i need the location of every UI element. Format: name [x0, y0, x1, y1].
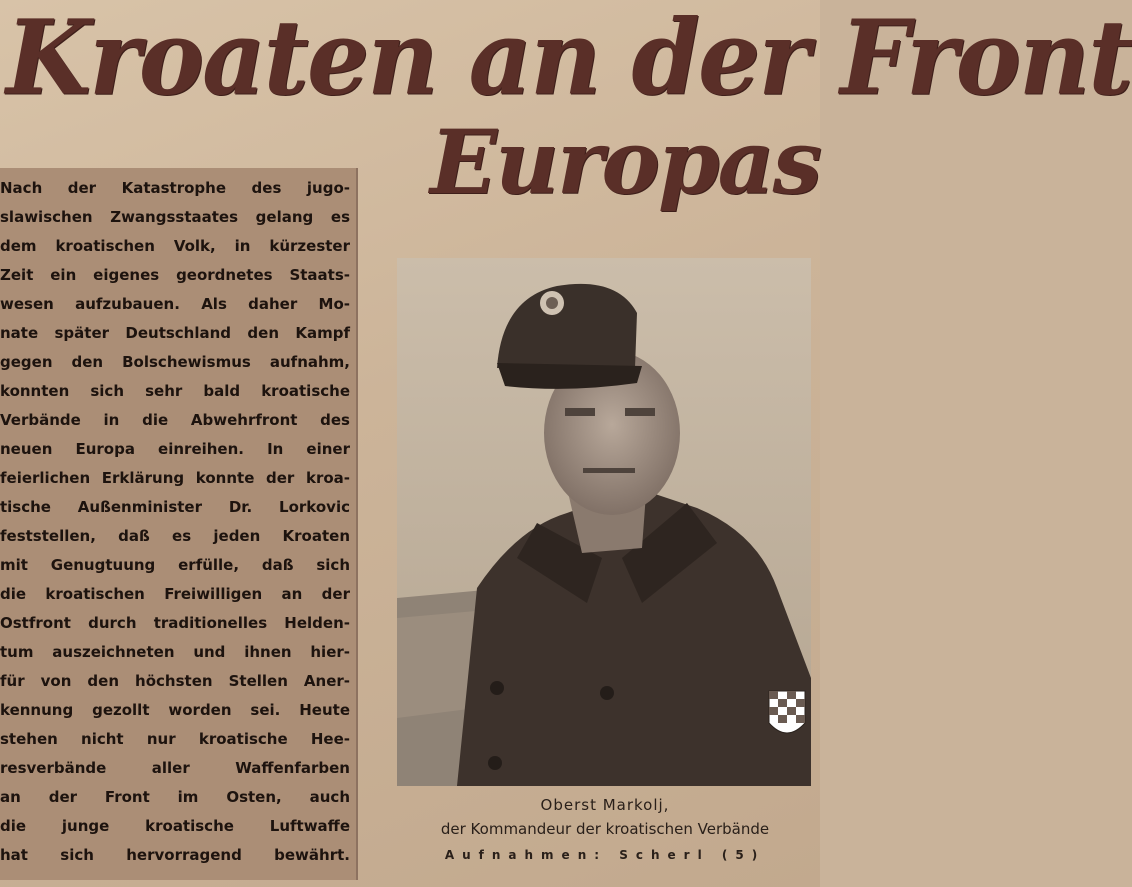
article-line: Nach der Katastrophe des jugo- — [0, 179, 350, 197]
article-line: neuen Europa einreihen. In einer — [0, 440, 350, 458]
article-line: mit Genugtuung erfülle, daß sich — [0, 556, 350, 574]
article-line: slawischen Zwangsstaates gelang es — [0, 208, 350, 226]
article-line: resverbände aller Waffenfarben — [0, 759, 350, 777]
article-line: hat sich hervorragend bewährt. — [0, 846, 350, 864]
article-line: feierlichen Erklärung konnte der kroa- — [0, 469, 350, 487]
article-line: die kroatischen Freiwilligen an der — [0, 585, 350, 603]
officer-portrait-image — [397, 258, 811, 786]
article-line: tum auszeichneten und ihnen hier- — [0, 643, 350, 661]
caption-role: der Kommandeur der kroatischen Verbände — [440, 820, 770, 838]
headline-line-1: Kroaten an der Front — [6, 0, 1132, 119]
portrait-photo — [397, 258, 811, 786]
article-line: kennung gezollt worden sei. Heute — [0, 701, 350, 719]
article-line: konnten sich sehr bald kroatische — [0, 382, 350, 400]
article-line: gegen den Bolschewismus aufnahm, — [0, 353, 350, 371]
article-line: Verbände in die Abwehrfront des — [0, 411, 350, 429]
article-line: wesen aufzubauen. Als daher Mo- — [0, 295, 350, 313]
photo-credit: Aufnahmen: Scherl (5) — [444, 848, 766, 862]
article-line: Zeit ein eigenes geordnetes Staats- — [0, 266, 350, 284]
article-line: tische Außenminister Dr. Lorkovic — [0, 498, 350, 516]
article-line: an der Front im Osten, auch — [0, 788, 350, 806]
article-line: dem kroatischen Volk, in kürzester — [0, 237, 350, 255]
article-line: Ostfront durch traditionelles Helden- — [0, 614, 350, 632]
article-line: feststellen, daß es jeden Kroaten — [0, 527, 350, 545]
headline-line-2: Europas — [430, 110, 821, 214]
article-line: für von den höchsten Stellen Aner- — [0, 672, 350, 690]
article-line: stehen nicht nur kroatische Hee- — [0, 730, 350, 748]
caption-name: Oberst Markolj, — [540, 796, 670, 814]
article-column — [0, 168, 358, 880]
article-line: nate später Deutschland den Kampf — [0, 324, 350, 342]
article-line: die junge kroatische Luftwaffe — [0, 817, 350, 835]
